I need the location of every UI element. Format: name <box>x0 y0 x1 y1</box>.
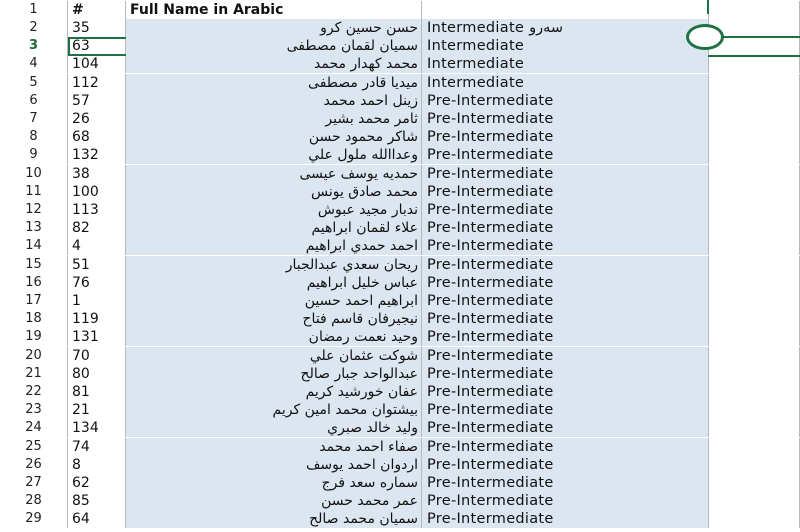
row-header[interactable]: 16 <box>0 274 68 292</box>
cell-number[interactable]: 26 <box>68 110 126 128</box>
row-header[interactable]: 6 <box>0 92 68 110</box>
table-row <box>0 438 800 456</box>
table-row <box>0 365 800 383</box>
row-header[interactable]: 29 <box>0 510 68 528</box>
cell-empty[interactable] <box>709 492 800 510</box>
cell-level[interactable]: Pre-Intermediate <box>422 292 709 310</box>
row-header[interactable]: 24 <box>0 419 68 437</box>
cell-fullname-arabic[interactable]: صفاء احمد محمد <box>126 438 422 456</box>
table-row <box>0 237 800 255</box>
table-row <box>0 219 800 237</box>
cell-number[interactable]: 21 <box>68 401 126 419</box>
cell-fullname-arabic[interactable]: وليد خالد صبري <box>126 419 422 437</box>
cell-fullname-arabic[interactable]: سماره سعد فرج <box>126 474 422 492</box>
row-header[interactable]: 26 <box>0 456 68 474</box>
cell-number[interactable]: 62 <box>68 474 126 492</box>
table-row <box>0 419 800 437</box>
row-header[interactable]: 2 <box>0 19 68 37</box>
cell-number[interactable]: 113 <box>68 201 126 219</box>
row-header[interactable]: 3 <box>0 37 68 55</box>
cell-empty[interactable] <box>709 92 800 110</box>
cell-number[interactable]: 104 <box>68 55 126 73</box>
cell-fullname-arabic[interactable]: شوكت عثمان علي <box>126 347 422 365</box>
cell-empty[interactable] <box>709 110 800 128</box>
table-row <box>0 146 800 164</box>
cell-number[interactable]: 57 <box>68 92 126 110</box>
cell-number[interactable]: 76 <box>68 274 126 292</box>
cell-empty[interactable] <box>709 365 800 383</box>
cell-level[interactable]: Pre-Intermediate <box>422 347 709 365</box>
cell-level[interactable]: Intermediate سەرو <box>422 19 709 37</box>
cell-empty[interactable] <box>709 419 800 437</box>
cell-fullname-arabic[interactable]: وحيد نعمت رمضان <box>126 328 422 346</box>
cell-empty[interactable] <box>709 383 800 401</box>
cell-empty[interactable] <box>709 510 800 528</box>
cell-header-level[interactable] <box>422 1 709 19</box>
cell-number[interactable]: 81 <box>68 383 126 401</box>
cell-level[interactable]: Pre-Intermediate <box>422 510 709 528</box>
cell-level[interactable]: Pre-Intermediate <box>422 92 709 110</box>
cell-level[interactable]: Pre-Intermediate <box>422 474 709 492</box>
cell-fullname-arabic[interactable]: سميان محمد صالح <box>126 510 422 528</box>
cell-fullname-arabic[interactable]: حسن حسين كرو <box>126 19 422 37</box>
row-header[interactable]: 21 <box>0 365 68 383</box>
cell-empty[interactable] <box>709 55 800 73</box>
cell-number[interactable]: 80 <box>68 365 126 383</box>
cell-number[interactable]: 63 <box>68 37 126 55</box>
cell-number[interactable]: 85 <box>68 492 126 510</box>
cell-empty[interactable] <box>709 183 800 201</box>
row-header[interactable]: 22 <box>0 383 68 401</box>
cell-number[interactable]: 112 <box>68 74 126 92</box>
cell-empty[interactable] <box>709 474 800 492</box>
cell-fullname-arabic[interactable]: زينل احمد محمد <box>126 92 422 110</box>
table-row <box>0 92 800 110</box>
cell-fullname-arabic[interactable]: احمد حمدي ابراهيم <box>126 237 422 255</box>
row-header[interactable]: 13 <box>0 219 68 237</box>
row-header[interactable]: 4 <box>0 55 68 73</box>
cell-fullname-arabic[interactable]: اردوان احمد يوسف <box>126 456 422 474</box>
cell-empty[interactable] <box>709 328 800 346</box>
cell-empty[interactable] <box>709 310 800 328</box>
cell-fullname-arabic[interactable]: عباس خليل ابراهيم <box>126 274 422 292</box>
cell-level[interactable]: Intermediate <box>422 74 709 92</box>
cell-number[interactable]: 35 <box>68 19 126 37</box>
cell-empty[interactable] <box>709 219 800 237</box>
row-header[interactable]: 27 <box>0 474 68 492</box>
table-row <box>0 347 800 365</box>
cell-level[interactable]: Pre-Intermediate <box>422 492 709 510</box>
cell-level[interactable]: Pre-Intermediate <box>422 183 709 201</box>
cell-number[interactable]: 82 <box>68 219 126 237</box>
cell-level[interactable]: Pre-Intermediate <box>422 328 709 346</box>
cell-level[interactable]: Pre-Intermediate <box>422 237 709 255</box>
selection-line <box>707 0 709 14</box>
cell-fullname-arabic[interactable]: ريحان سعدي عبدالجبار <box>126 256 422 274</box>
cell-empty[interactable] <box>709 401 800 419</box>
cell-level[interactable]: Intermediate <box>422 55 709 73</box>
table-row <box>0 201 800 219</box>
cell-level[interactable]: Pre-Intermediate <box>422 310 709 328</box>
row-header[interactable]: 15 <box>0 256 68 274</box>
cell-number[interactable]: 4 <box>68 237 126 255</box>
cell-number[interactable]: 70 <box>68 347 126 365</box>
cell-fullname-arabic[interactable]: محمد صادق يونس <box>126 183 422 201</box>
cell-fullname-arabic[interactable]: بيشتوان محمد امين كريم <box>126 401 422 419</box>
cell-level[interactable]: Pre-Intermediate <box>422 146 709 164</box>
header-row <box>0 1 800 19</box>
cell-level[interactable]: Pre-Intermediate <box>422 165 709 183</box>
row-header[interactable]: 5 <box>0 74 68 92</box>
cell-level[interactable]: Pre-Intermediate <box>422 365 709 383</box>
selection-line <box>722 36 800 38</box>
cell-number[interactable]: 64 <box>68 510 126 528</box>
table-row <box>0 310 800 328</box>
cell-level[interactable]: Pre-Intermediate <box>422 219 709 237</box>
cell-empty[interactable] <box>709 165 800 183</box>
cell-fullname-arabic[interactable]: عمر محمد حسن <box>126 492 422 510</box>
cell-empty[interactable] <box>709 292 800 310</box>
cell-number[interactable]: 132 <box>68 146 126 164</box>
table-row <box>0 110 800 128</box>
cell-fullname-arabic[interactable]: عبدالواحد جبار صالح <box>126 365 422 383</box>
row-header[interactable]: 17 <box>0 292 68 310</box>
row-header[interactable]: 11 <box>0 183 68 201</box>
cell-number[interactable]: 1 <box>68 292 126 310</box>
cell-fullname-arabic[interactable]: علاء لقمان ابراهيم <box>126 219 422 237</box>
cell-fullname-arabic[interactable]: ثامر محمد بشير <box>126 110 422 128</box>
cell-fullname-arabic[interactable]: شاكر محمود حسن <box>126 128 422 146</box>
row-header[interactable]: 25 <box>0 438 68 456</box>
cell-fullname-arabic[interactable]: سميان لقمان مصطفى <box>126 37 422 55</box>
row-header[interactable]: 23 <box>0 401 68 419</box>
cell-fullname-arabic[interactable]: حمديه يوسف عيسى <box>126 165 422 183</box>
cell-empty[interactable] <box>709 438 800 456</box>
row-header[interactable]: 7 <box>0 110 68 128</box>
row-header[interactable]: 14 <box>0 237 68 255</box>
table-row <box>0 383 800 401</box>
table-row <box>0 510 800 528</box>
row-header[interactable]: 9 <box>0 146 68 164</box>
row-header[interactable]: 19 <box>0 328 68 346</box>
active-cell-border <box>68 37 126 56</box>
cell-header-number[interactable]: # <box>68 1 126 19</box>
table-row <box>0 401 800 419</box>
cell-fullname-arabic[interactable]: وعداالله ملول علي <box>126 146 422 164</box>
table-row <box>0 55 800 73</box>
table-row <box>0 74 800 92</box>
row-header[interactable]: 18 <box>0 310 68 328</box>
table-row <box>0 474 800 492</box>
cell-level[interactable]: Pre-Intermediate <box>422 401 709 419</box>
cell-level[interactable]: Pre-Intermediate <box>422 256 709 274</box>
cell-level[interactable]: Pre-Intermediate <box>422 110 709 128</box>
table-row <box>0 328 800 346</box>
row-header[interactable]: 8 <box>0 128 68 146</box>
cell-empty[interactable] <box>709 146 800 164</box>
cell-number[interactable]: 100 <box>68 183 126 201</box>
cell-fullname-arabic[interactable]: ندبار مجيد عبوش <box>126 201 422 219</box>
cell-fullname-arabic[interactable]: محمد كهدار محمد <box>126 55 422 73</box>
table-row <box>0 456 800 474</box>
cell-level[interactable]: Pre-Intermediate <box>422 128 709 146</box>
cell-level[interactable]: Pre-Intermediate <box>422 456 709 474</box>
cell-level[interactable]: Pre-Intermediate <box>422 274 709 292</box>
cell-empty[interactable] <box>709 201 800 219</box>
cell-empty[interactable] <box>709 74 800 92</box>
table-row <box>0 19 800 37</box>
cell-empty[interactable] <box>709 256 800 274</box>
cell-number[interactable]: 119 <box>68 310 126 328</box>
table-row <box>0 128 800 146</box>
table-row <box>0 183 800 201</box>
selection-line <box>708 55 800 57</box>
row-header[interactable]: 10 <box>0 165 68 183</box>
cell-empty[interactable] <box>709 347 800 365</box>
cell-fullname-arabic[interactable]: نيجيرفان قاسم فتاح <box>126 310 422 328</box>
table-row <box>0 256 800 274</box>
cell-number[interactable]: 131 <box>68 328 126 346</box>
cell-fullname-arabic[interactable]: عفان خورشيد كريم <box>126 383 422 401</box>
row-header[interactable]: 28 <box>0 492 68 510</box>
cell-number[interactable]: 68 <box>68 128 126 146</box>
cell-fullname-arabic[interactable]: ابراهيم احمد حسين <box>126 292 422 310</box>
cell-level[interactable]: Pre-Intermediate <box>422 438 709 456</box>
row-header[interactable]: 20 <box>0 347 68 365</box>
cell-empty[interactable] <box>709 237 800 255</box>
cell-number[interactable]: 38 <box>68 165 126 183</box>
table-row <box>0 492 800 510</box>
cell-empty[interactable] <box>709 274 800 292</box>
cell-empty[interactable] <box>709 456 800 474</box>
row-header[interactable]: 1 <box>0 1 68 19</box>
cell-number[interactable]: 51 <box>68 256 126 274</box>
cell-fullname-arabic[interactable]: ميديا قادر مصطفى <box>126 74 422 92</box>
cell-number[interactable]: 134 <box>68 419 126 437</box>
cell-number[interactable]: 74 <box>68 438 126 456</box>
cell-level[interactable]: Pre-Intermediate <box>422 201 709 219</box>
cell-level[interactable]: Pre-Intermediate <box>422 383 709 401</box>
table-row <box>0 292 800 310</box>
table-row <box>0 274 800 292</box>
cell-level[interactable]: Pre-Intermediate <box>422 419 709 437</box>
cell-level[interactable]: Intermediate <box>422 37 709 55</box>
row-header[interactable]: 12 <box>0 201 68 219</box>
cell-empty[interactable] <box>709 128 800 146</box>
table-row <box>0 165 800 183</box>
selection-handle[interactable] <box>686 24 724 50</box>
cell-empty[interactable] <box>709 1 800 19</box>
cell-number[interactable]: 8 <box>68 456 126 474</box>
cell-header-fullname[interactable]: Full Name in Arabic <box>126 1 422 19</box>
